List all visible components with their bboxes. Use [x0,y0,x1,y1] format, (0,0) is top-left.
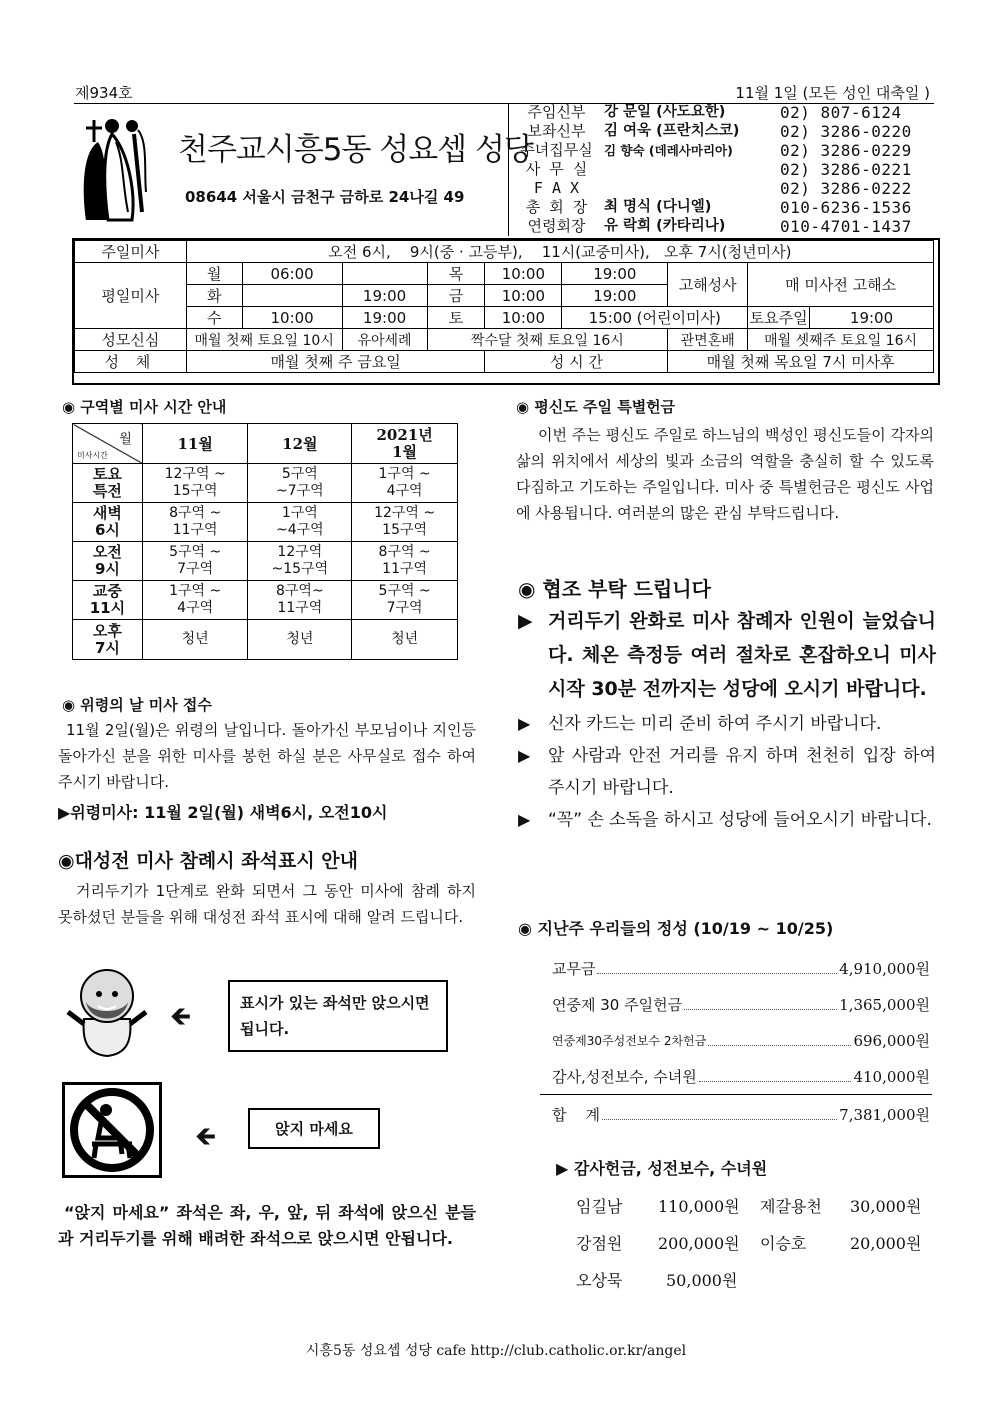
seat-ok-sign: 표시가 있는 좌석만 앉으시면 됩니다. [228,980,448,1052]
zone-col-header: 12월 [248,424,352,464]
holy-family-logo-icon [72,112,152,227]
zone-col-header: 11월 [142,424,248,464]
triangle-bullet-icon: ▶ [518,610,533,632]
confession-label: 고해성사 [668,263,748,307]
donor-name: 임길남 [576,1197,623,1216]
contact-row: F A X 02) 3286-0222 [533,179,912,198]
arrow-left-icon: 🡸 [195,1122,217,1152]
contact-row: 연령회장 유 락희 (카타리나) 010-4701-1437 [527,217,912,236]
donations-section-title: ▶ 감사헌금, 성전보수, 수녀원 [556,1159,768,1178]
list-item: ▶ “꼭” 손 소독을 하시고 성당에 들어오시기 바랍니다. [518,804,936,836]
donor-amount: 20,000원 [850,1234,922,1253]
no-seat-sign: 앉지 마세요 [248,1108,380,1149]
list-item: ▶ 신자 카드는 미리 준비 하여 주시기 바랍니다. [518,708,936,740]
contact-row: 보좌신부 김 여욱 (프란치스코) 02) 3286-0220 [527,122,912,141]
zone-row-label: 오전 9시 [73,542,143,581]
zone-table-corner: 월 미사시간 [73,424,143,464]
list-item: ▶ 앞 사람과 안전 거리를 유지 하며 천천히 입장 하여 주시기 바랍니다. [518,740,936,804]
cooperation-list [518,604,936,836]
offering-section-title: ◉ 지난주 우리들의 정성 (10/19 ~ 10/25) [518,919,834,938]
footer-cafe-link: 시흥5동 성요셉 성당 cafe http://club.catholic.or.kr/angel [305,1343,687,1359]
triangle-bullet-icon: ▶ [518,810,531,829]
ledger-row: 교무금 4,910,000원 [552,959,930,978]
issue-date: 11월 1일 (모든 성인 대축일 ) [735,84,930,102]
arrow-left-icon: 🡸 [170,1002,192,1032]
seat-closing: “앉지 마세요” 좌석은 좌, 우, 앞, 뒤 좌석에 앉으신 분들과 거리두기를 위해 배려한 좌석으로 앉으시면 안됩니다. [58,1203,476,1248]
donor-name: 이승호 [760,1234,807,1253]
souls-section-title: ◉ 위령의 날 미사 접수 [62,696,212,714]
contact-list [508,103,935,236]
ledger-row: 감사,성전보수, 수녀원 410,000원 [552,1067,930,1086]
souls-mass-line: ▶위령미사: 11월 2일(월) 새벽6시, 오전10시 [58,803,388,822]
contact-row: 주임신부 강 문일 (사도요한) 02) 807-6124 [527,103,902,122]
donor-name: 오상묵 [576,1271,623,1290]
cooperation-section-title: ◉ 협조 부탁 드립니다 [518,577,711,601]
souls-body: 11월 2일(월)은 위령의 날입니다. 돌아가신 부모님이나 지인등 돌아가신 분을 위한 미사를 봉헌 하실 분은 사무실로 접수 하여 주시기 바랍니다. [58,721,476,791]
church-address: 08644 서울시 금천구 금하로 24나길 49 [185,188,465,206]
seat-body: 거리두기가 1단계로 완화 되면서 그 동안 미사에 참례 하지 못하셨던 분들을 위해 대성전 좌석 표시에 대해 알려 드립니다. [58,882,476,926]
donor-amount: 200,000원 [658,1234,740,1253]
sunday-mass-times: 오전 6시, 9시(중 · 고등부), 11시(교중미사), 오후 7시(청년미사) [186,241,933,263]
zone-col-header: 2021년 1월 [352,424,458,464]
donor-amount: 50,000원 [666,1271,738,1290]
list-item: ▶ 거리두기 완화로 미사 참례자 인원이 늘었습니다. 체온 측정등 여러 절차로 혼잡하오니 미사 시작 30분 전까지는 성당에 오시기 바랍니다. [518,604,936,706]
triangle-bullet-icon: ▶ [518,714,531,733]
zone-row-label: 토요 특전 [73,464,143,503]
ledger-total-row: 합 계 7,381,000원 [552,1105,930,1124]
donor-amount: 110,000원 [658,1197,740,1216]
sunday-mass-label: 주일미사 [75,241,187,263]
seat-section-title: ◉대성전 미사 참례시 좌석표시 안내 [58,850,358,872]
zone-row-label: 교중 11시 [73,581,143,620]
ledger-total-rule [540,1094,932,1095]
offering-ledger [552,950,930,1094]
weekday-mass-label: 평일미사 [75,263,187,329]
ledger-row: 연중제30주성전보수 2차헌금 696,000원 [552,1031,930,1050]
mass-schedule-table: 주일미사 오전 6시, 9시(중 · 고등부), 11시(교중미사), 오후 7시(청년미사) 평일미사 월 06:00 목 10:00 19:00 고해성사 매 미사전 고해소 화 19:00 금 10:00 19:00 수 10:00 19:00 토 10:00 15:00 (어린이미사) 토요주일 19:00 성모신심 매월 첫째 토요일 10시 유아세례 짝수달 첫째 토요일 16시 관면혼배 매월 셋째주 토요일 16시 성 체 매월 첫째 주 금요일 성 시 간 매월 첫째 목요일 7시 미사후 [74,240,934,373]
no-sitting-icon [62,1082,162,1178]
contact-row: 수녀집무실 김 향숙 (데레사마리아) 02) 3286-0229 [520,141,912,160]
contact-row: 총 회 장 최 명식 (다니엘) 010-6236-1536 [525,198,912,217]
laity-section-title: ◉ 평신도 주일 특별헌금 [516,398,676,416]
contact-row: 사 무 실 02) 3286-0221 [525,160,912,179]
triangle-bullet-icon: ▶ [518,746,531,765]
donor-name: 제갈용천 [760,1197,822,1216]
confession-value: 매 미사전 고해소 [748,263,934,307]
church-name: 천주교시흥5동 성요셉 성당 [178,132,533,168]
zone-row-label: 오후 7시 [73,620,143,660]
jesus-cartoon-icon [62,964,152,1059]
issue-number: 제934호 [75,84,133,102]
laity-body: 이번 주는 평신도 주일로 하느님의 백성인 평신도들이 각자의 삶의 위치에서 세상의 빛과 소금의 역할을 충실히 할 수 있도록 다짐하고 기도하는 주일입니다. 미사 중 특별헌금은 평신도 사업에 사용됩니다. 여러분의 많은 관심 부탁드립니다. [516,426,934,522]
donor-amount: 30,000원 [850,1197,922,1216]
zone-schedule-table: 월 미사시간 11월 12월 2021년 1월 토요 특전 12구역 ~ 15구역 5구역 ~7구역 1구역 ~ 4구역 새벽 6시 8구역 ~ 11구역 1구역 ~4구역 12구역 ~ 15구역 오전 9시 5구역 ~ 7구역 12구역 ~15구역 8구역 ~ 11구역 교중 11시 1구역 ~ 4구역 8구역~ 11구역 5구역 ~ 7구역 오후 7시 청년 청년 청년 [72,423,458,660]
donor-name: 강점원 [576,1234,623,1253]
ledger-row: 연중제 30 주일헌금 1,365,000원 [552,995,930,1014]
zone-section-title: ◉ 구역별 미사 시간 안내 [62,398,227,416]
zone-row-label: 새벽 6시 [73,503,143,542]
